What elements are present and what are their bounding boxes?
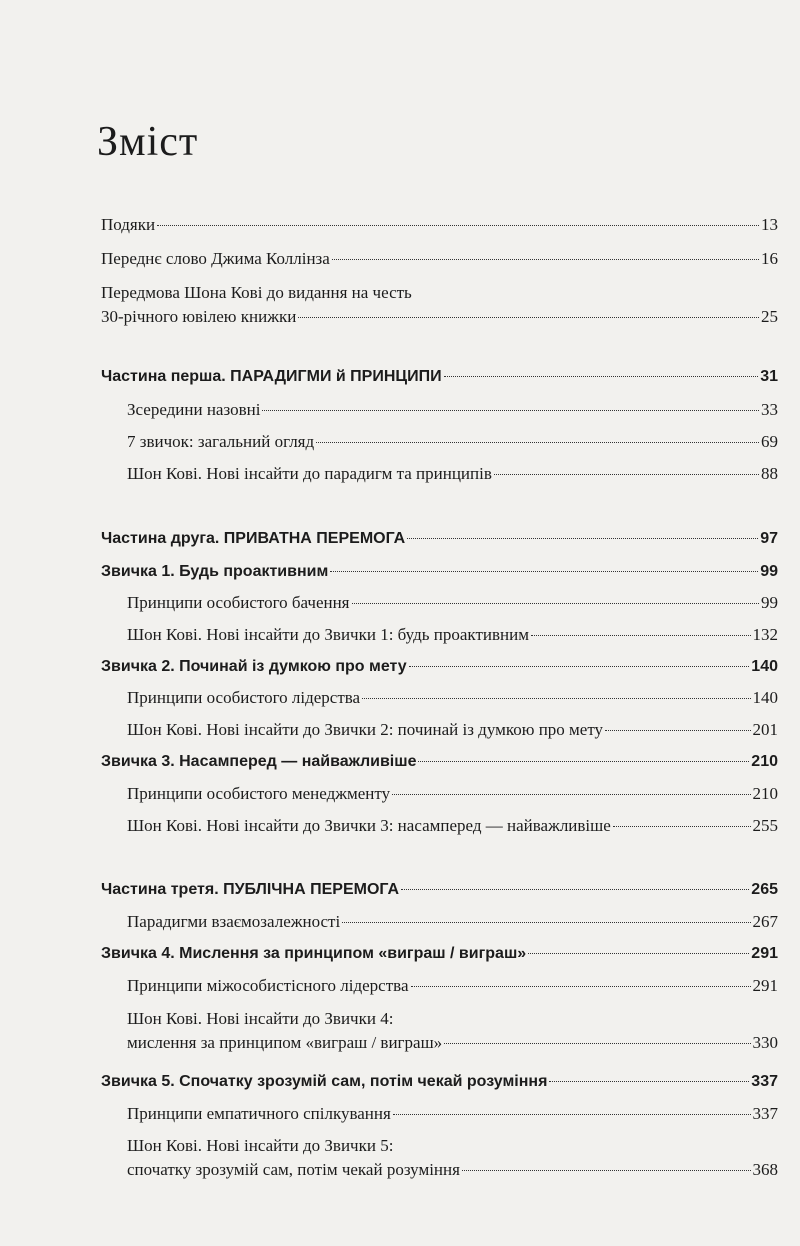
dot-leader [262, 410, 759, 411]
toc-entry-text: 30-річного ювілею книжки [101, 307, 297, 326]
toc-page-number: 16 [761, 249, 778, 268]
toc-page-number: 88 [761, 464, 778, 483]
toc-part-heading [101, 365, 778, 389]
toc-entry-text: мислення за принципом «виграш / виграш» [127, 1033, 443, 1052]
toc-entry [127, 1102, 778, 1126]
toc-entry [127, 430, 778, 454]
toc-page-number: 201 [752, 720, 778, 739]
toc-entry-text-line1: Передмова Шона Кові до видання на честь [101, 283, 412, 302]
dot-leader [352, 603, 759, 604]
toc-entry-text: Частина друга. ПРИВАТНА ПЕРЕМОГА [101, 530, 406, 547]
dot-leader [330, 571, 758, 572]
toc-entry-text: Парадигми взаємозалежності [127, 912, 341, 931]
toc-entry [101, 281, 778, 329]
toc-entry [127, 462, 778, 486]
dot-leader [157, 225, 759, 226]
toc-entry [127, 1134, 778, 1182]
toc-page-number: 132 [752, 625, 778, 644]
toc-page-number: 69 [761, 432, 778, 451]
toc-page-number: 210 [752, 784, 778, 803]
toc-habit-heading [101, 560, 778, 584]
toc-page-number: 337 [751, 1073, 778, 1090]
toc-entry-text: Принципи особистого лідерства [127, 688, 361, 707]
toc-entry-text: Переднє слово Джима Коллінза [101, 249, 330, 268]
dot-leader [411, 986, 751, 987]
toc-page-number: 25 [761, 307, 778, 326]
dot-leader [298, 317, 759, 318]
toc-entry-text: Звичка 1. Будь проактивним [101, 563, 329, 580]
dot-leader [418, 761, 749, 762]
toc-entry-text: Звичка 2. Починай із думкою про мету [101, 658, 407, 675]
dot-leader [409, 666, 750, 667]
dot-leader [494, 474, 759, 475]
toc-entry-text: Зсередини назовні [127, 400, 261, 419]
toc-entry [127, 398, 778, 422]
toc-habit-heading [101, 655, 778, 679]
toc-entry [127, 591, 778, 615]
toc-entry-text: Звичка 3. Насамперед — найважливіше [101, 753, 417, 770]
toc-page-number: 337 [752, 1104, 778, 1123]
toc-part-heading [101, 527, 778, 551]
toc-entry-text: Подяки [101, 215, 156, 234]
dot-leader [401, 889, 749, 890]
toc-page-number: 99 [760, 563, 778, 580]
toc-entry-text: Звичка 4. Мислення за принципом «виграш / виграш» [101, 945, 527, 962]
toc-entry-text: 7 звичок: загальний огляд [127, 432, 315, 451]
toc-entry-text: спочатку зрозумій сам, потім чекай розуміння [127, 1160, 460, 1179]
page-title: Зміст [97, 119, 199, 165]
dot-leader [392, 794, 750, 795]
toc-entry-text: Принципи міжособистісного лідерства [127, 976, 409, 995]
toc-entry-text: Шон Кові. Нові інсайти до Звички 1: будь проактивним [127, 625, 529, 644]
toc-page-number: 291 [752, 976, 778, 995]
toc-page-number: 97 [760, 530, 778, 547]
toc-page-number: 140 [752, 688, 778, 707]
toc-page-number: 267 [752, 912, 778, 931]
toc-habit-heading [101, 750, 778, 774]
toc-entry [101, 247, 778, 271]
toc-page-number: 368 [752, 1160, 778, 1179]
toc-entry-text: Частина перша. ПАРАДИГМИ й ПРИНЦИПИ [101, 368, 442, 385]
toc-entry-text: Шон Кові. Нові інсайти до Звички 2: починай із думкою про мету [127, 720, 604, 739]
toc-entry [127, 782, 778, 806]
toc-page-number: 255 [752, 816, 778, 835]
toc-entry [127, 623, 778, 647]
toc-entry [127, 910, 778, 934]
dot-leader [613, 826, 751, 827]
toc-page-number: 210 [751, 753, 778, 770]
dot-leader [531, 635, 751, 636]
toc-entry-text: Звичка 5. Спочатку зрозумій сам, потім чекай розуміння [101, 1073, 548, 1090]
toc-entry-text: Частина третя. ПУБЛІЧНА ПЕРЕМОГА [101, 881, 400, 898]
dot-leader [332, 259, 759, 260]
dot-leader [407, 538, 758, 539]
toc-page-number: 31 [760, 368, 778, 385]
toc-entry [127, 718, 778, 742]
toc-entry [127, 814, 778, 838]
toc-page-number: 330 [752, 1033, 778, 1052]
toc-entry [127, 974, 778, 998]
toc-habit-heading [101, 1070, 778, 1094]
toc-page-number: 99 [761, 593, 778, 612]
dot-leader [528, 953, 749, 954]
toc-entry-text: Шон Кові. Нові інсайти до парадигм та принципів [127, 464, 492, 483]
dot-leader [393, 1114, 751, 1115]
toc-entry-text: Принципи особистого бачення [127, 593, 350, 612]
dot-leader [316, 442, 759, 443]
toc-page-number: 33 [761, 400, 778, 419]
toc-page-number: 291 [751, 945, 778, 962]
toc-entry-text-line1: Шон Кові. Нові інсайти до Звички 4: [127, 1009, 394, 1028]
toc-habit-heading [101, 942, 778, 966]
dot-leader [362, 698, 750, 699]
dot-leader [444, 1043, 750, 1044]
toc-entry [127, 1007, 778, 1055]
toc-entry [101, 213, 778, 237]
dot-leader [342, 922, 750, 923]
toc-page-number: 265 [751, 881, 778, 898]
toc-entry-text-line1: Шон Кові. Нові інсайти до Звички 5: [127, 1136, 394, 1155]
dot-leader [549, 1081, 749, 1082]
toc-entry [127, 686, 778, 710]
dot-leader [444, 376, 759, 377]
toc-page-number: 13 [761, 215, 778, 234]
toc-part-heading [101, 878, 778, 902]
toc-page-number: 140 [751, 658, 778, 675]
dot-leader [462, 1170, 751, 1171]
toc-entry-text: Шон Кові. Нові інсайти до Звички 3: насамперед — найважливіше [127, 816, 611, 835]
dot-leader [605, 730, 750, 731]
toc-entry-text: Принципи особистого менеджменту [127, 784, 391, 803]
toc-entry-text: Принципи емпатичного спілкування [127, 1104, 391, 1123]
